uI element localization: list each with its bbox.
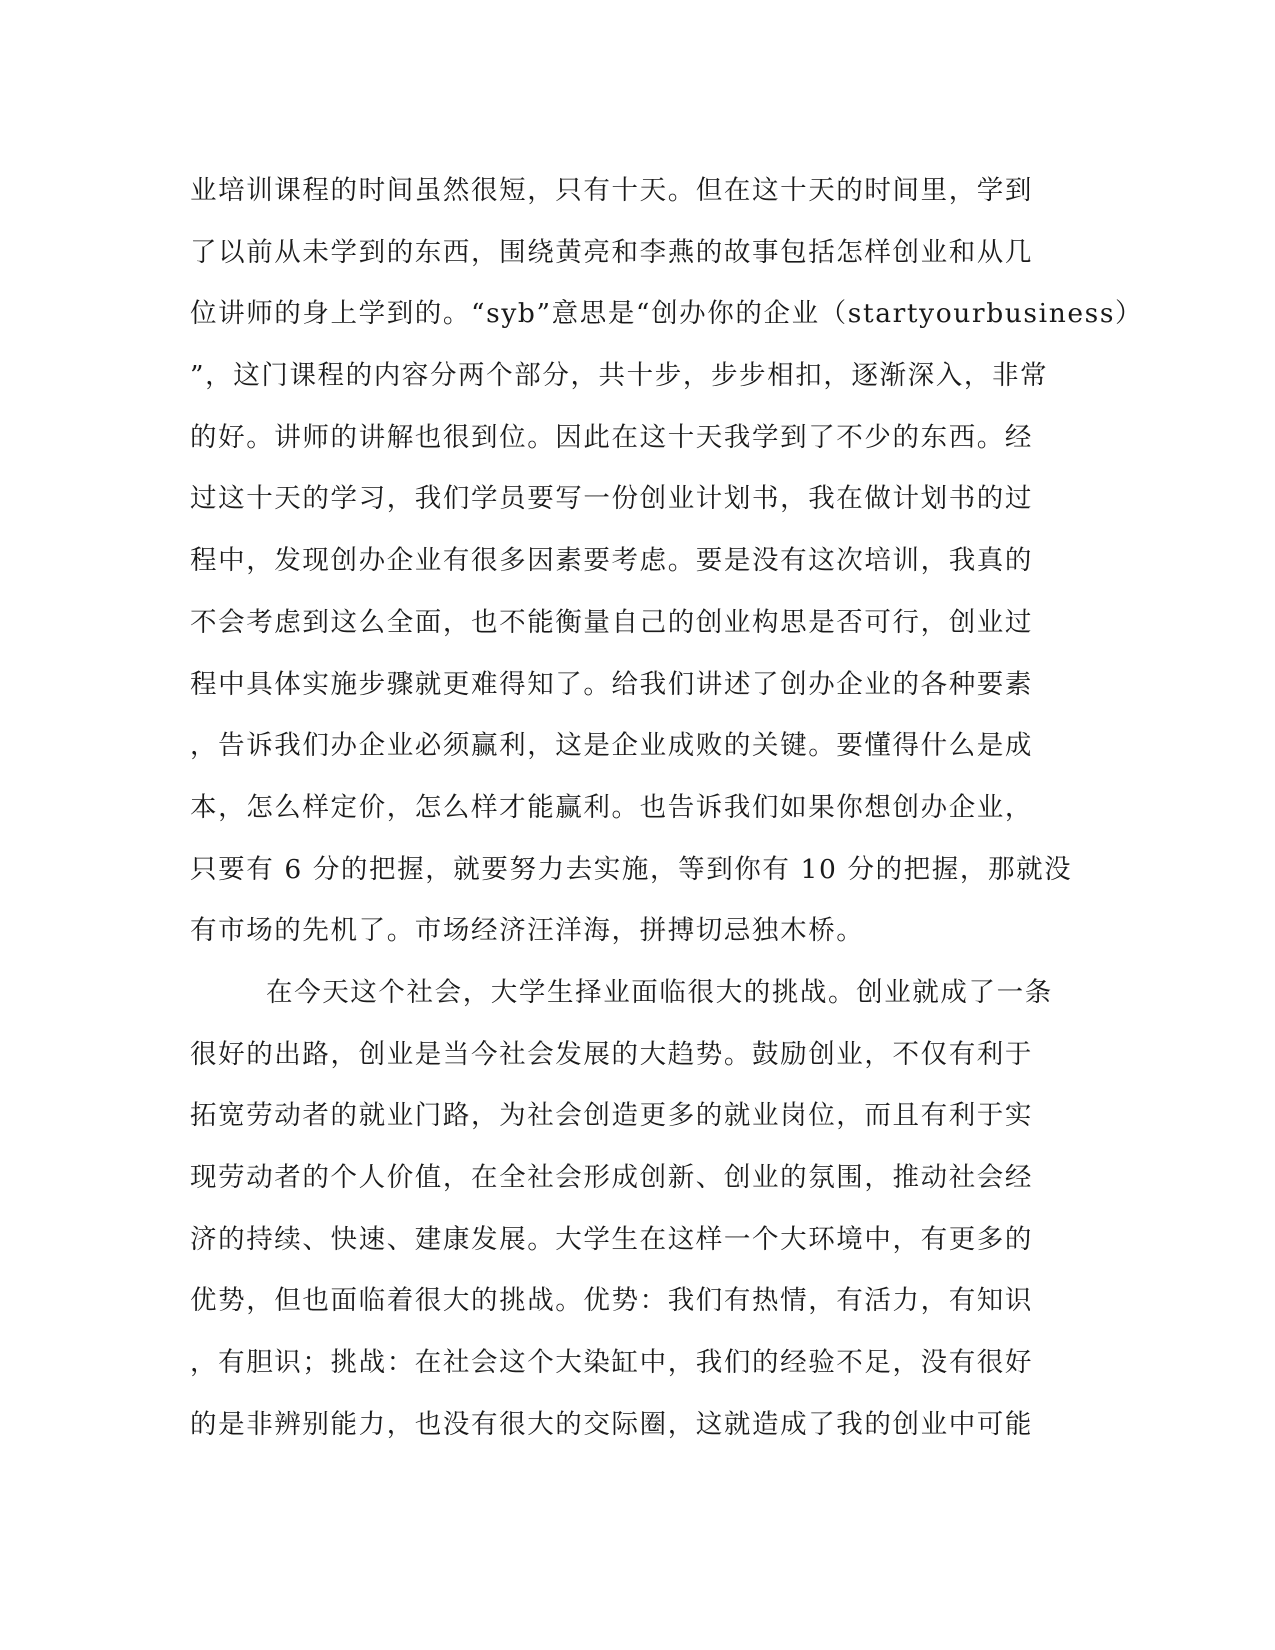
text-line-16: 拓宽劳动者的就业门路，为社会创造更多的就业岗位，而且有利于实	[190, 1100, 1033, 1132]
text-line-3: 位讲师的身上学到的。“syb”意思是“创办你的企业（startyourbusiness）	[190, 298, 1144, 330]
text-line-13: 有市场的先机了。市场经济汪洋海，拼搏切忌独木桥。	[190, 915, 865, 947]
text-line-2: 了以前从未学到的东西，围绕黄亮和李燕的故事包括怎样创业和从几	[190, 236, 1033, 268]
text-line-9: 程中具体实施步骤就更难得知了。给我们讲述了创办企业的各种要素	[190, 668, 1033, 700]
text-line-10: ，告诉我们办企业必须赢利，这是企业成败的关键。要懂得什么是成	[190, 730, 1033, 762]
document-body	[190, 160, 1144, 1455]
text-line-15: 很好的出路，创业是当今社会发展的大趋势。鼓励创业，不仅有利于	[190, 1038, 1033, 1070]
paragraph-2-first-line: 在今天这个社会，大学生择业面临很大的挑战。创业就成了一条	[266, 976, 1053, 1008]
text-line-12: 只要有 6 分的把握，就要努力去实施，等到你有 10 分的把握，那就没	[190, 853, 1073, 885]
text-line-5: 的好。讲师的讲解也很到位。因此在这十天我学到了不少的东西。经	[190, 421, 1033, 453]
text-line-21: 的是非辨别能力，也没有很大的交际圈，这就造成了我的创业中可能	[190, 1408, 1033, 1440]
text-line-1: 业培训课程的时间虽然很短，只有十天。但在这十天的时间里，学到	[190, 175, 1033, 206]
text-line-17: 现劳动者的个人价值，在全社会形成创新、创业的氛围，推动社会经	[190, 1162, 1033, 1193]
text-line-8: 不会考虑到这么全面，也不能衡量自己的创业构思是否可行，创业过	[190, 606, 1033, 638]
text-line-7: 程中，发现创办企业有很多因素要考虑。要是没有这次培训，我真的	[190, 545, 1033, 577]
text-line-6: 过这十天的学习，我们学员要写一份创业计划书，我在做计划书的过	[190, 483, 1033, 515]
text-line-11: 本，怎么样定价，怎么样才能赢利。也告诉我们如果你想创办企业，	[190, 791, 1033, 823]
text-line-19: 优势，但也面临着很大的挑战。优势：我们有热情，有活力，有知识	[190, 1285, 1033, 1317]
text-line-18: 济的持续、快速、建康发展。大学生在这样一个大环境中，有更多的	[190, 1223, 1033, 1255]
text-line-20: ，有胆识；挑战：在社会这个大染缸中，我们的经验不足，没有很好	[190, 1347, 1033, 1379]
text-line-4: ”，这门课程的内容分两个部分，共十步，步步相扣，逐渐深入，非常	[190, 360, 1049, 392]
